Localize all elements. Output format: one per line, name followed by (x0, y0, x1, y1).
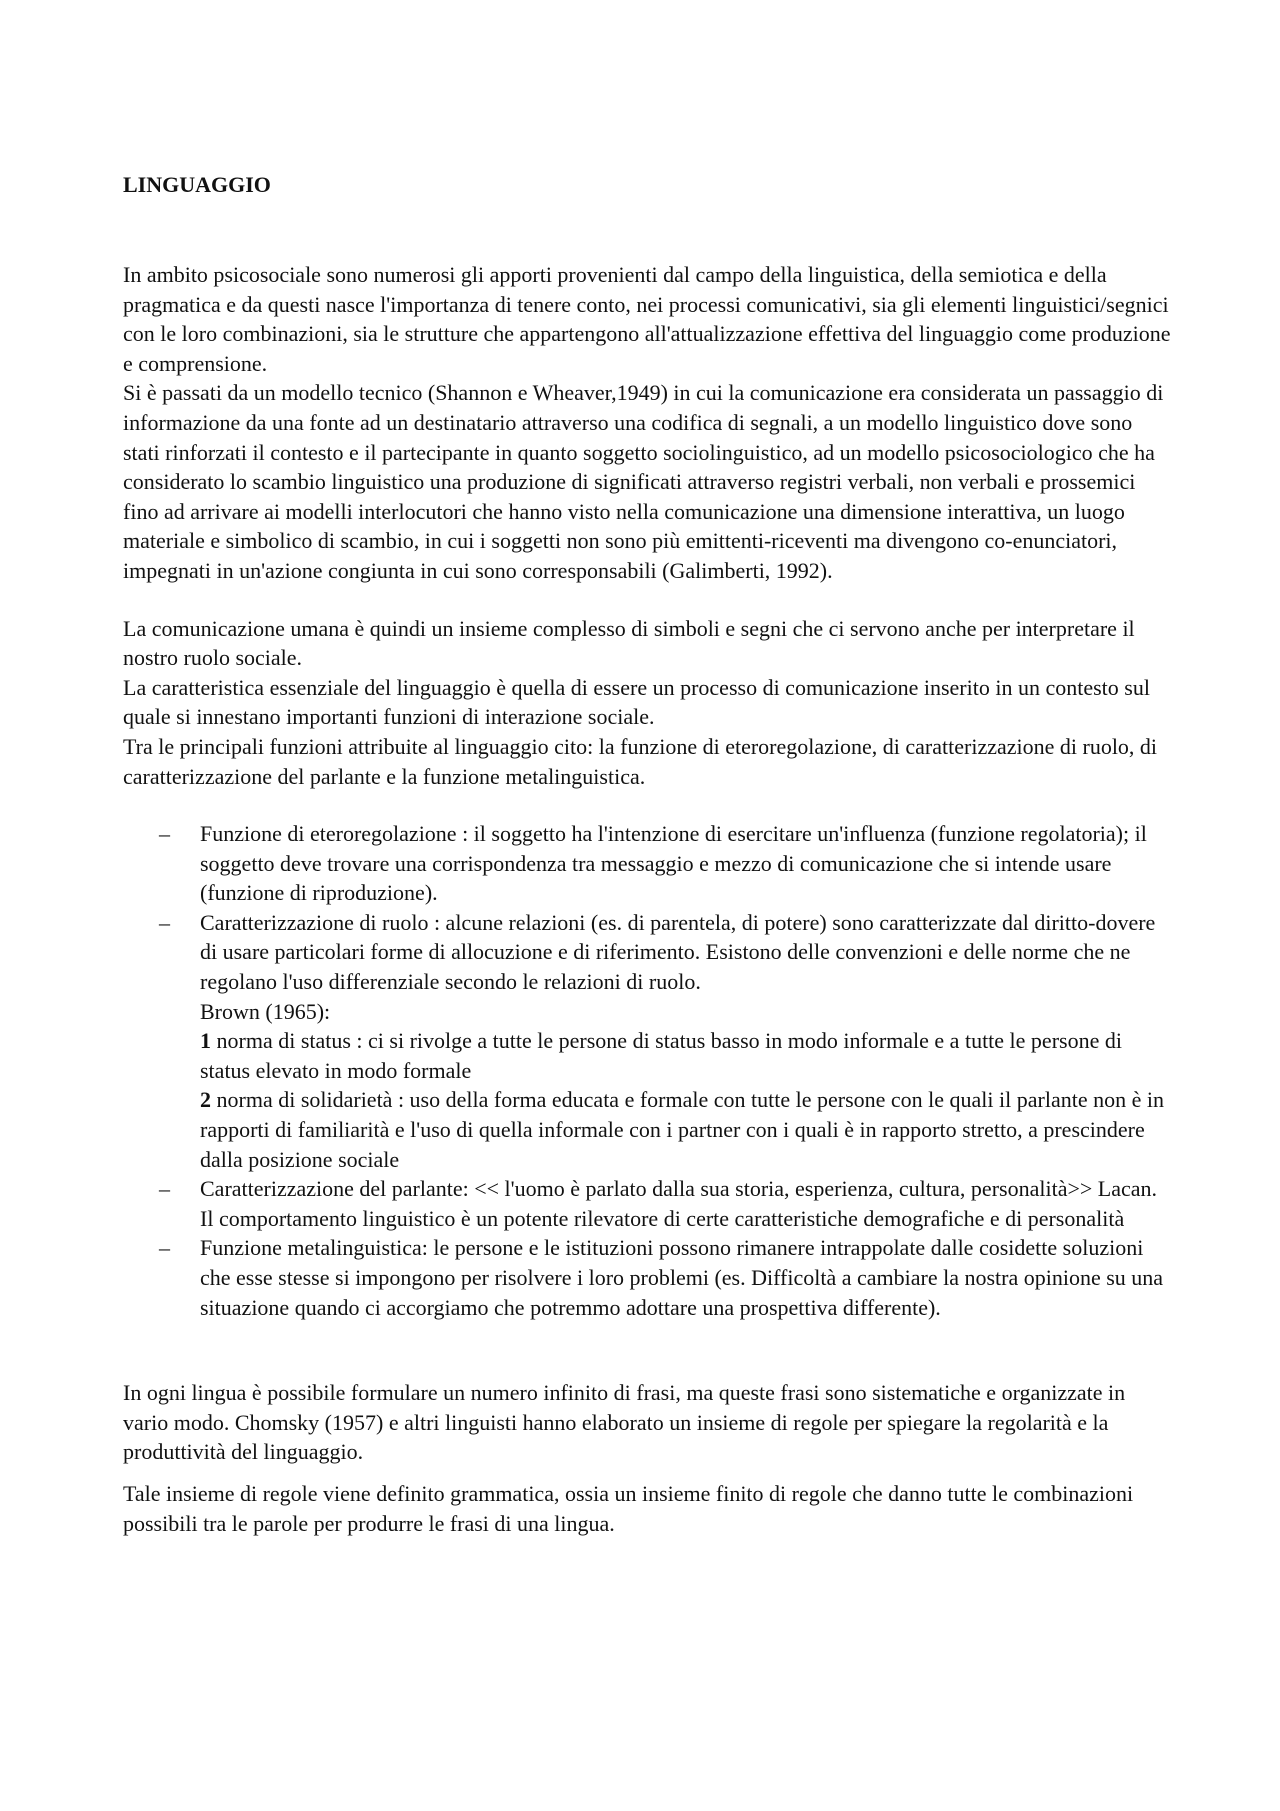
parlante-text: Caratterizzazione del parlante: << l'uomo è parlato dalla sua storia, esperienza, cultura, personalità>> Lacan. Il comportamento linguistico è un potente rilevatore di certe caratteristiche demografiche e di personalità (200, 1176, 1157, 1231)
brown-reference: Brown (1965): (200, 998, 331, 1024)
norm-status-text: norma di status : ci si rivolge a tutte le persone di status basso in modo informale e a tutte le persone di status elevato in modo formale (200, 1028, 1122, 1083)
intro-paragraph-1: In ambito psicosociale sono numerosi gli apporti provenienti dal campo della linguistica, della semiotica e della pragmatica e da questi nasce l'importanza di tenere conto, nei processi comunicativi, sia gli elementi linguistici/segnici con le loro combinazioni, sia le strutture che appartengono all'attualizzazione effettiva del linguaggio come produzione e comprensione. (123, 262, 1171, 376)
list-item-ruolo (123, 908, 1173, 1174)
dash-bullet: – (159, 821, 170, 847)
document-page (123, 170, 1173, 1538)
communication-paragraph: La comunicazione umana è quindi un insieme complesso di simboli e segni che ci servono anche per interpretare il nostro ruolo sociale. (123, 615, 1135, 671)
list-item-metalinguistica (123, 1233, 1173, 1322)
dash-bullet: – (159, 1176, 170, 1202)
eteroregolazione-text: Funzione di eteroregolazione : il soggetto ha l'intenzione di esercitare un'influenza (funzione regolatoria); il soggetto deve trovare una corrispondenza tra messaggio e mezzo di comunicazione che si intende usare (funzione di riproduzione). (200, 821, 1147, 906)
functions-list (123, 819, 1173, 1322)
grammatica-paragraph: Tale insieme di regole viene definito grammatica, ossia un insieme finito di regole che danno tutte le combinazioni possibili tra le parole per produrre le frasi di una lingua. (123, 1480, 1134, 1536)
list-item-eteroregolazione (123, 819, 1173, 908)
language-feature-paragraph: La caratteristica essenziale del linguaggio è quella di essere un processo di comunicazione inserito in un contesto sul quale si innestano importanti funzioni di interazione sociale. (123, 674, 1150, 730)
document-title: LINGUAGGIO (123, 172, 271, 197)
norm-number: 1 (200, 1028, 211, 1054)
norm-solidarieta (200, 1085, 1173, 1174)
intro-paragraph-2: Si è passati da un modello tecnico (Shannon e Wheaver,1949) in cui la comunicazione era considerata un passaggio di informazione da una fonte ad un destinatario attraverso una codifica di segnali, a un modello linguistico dove sono stati rinforzati il contesto e il partecipante in quanto soggetto sociolinguistico, ad un modello psicosociologico che ha considerato lo scambio linguistico una produzione di significati attraverso registri verbali, non verbali e prossemici fino ad arrivare ai modelli interlocutori che hanno visto nella comunicazione una dimensione interattiva, un luogo materiale e simbolico di scambio, in cui i soggetti non sono più emittenti-riceventi ma divengono co-enunciatori, impegnati in un'azione congiunta in cui sono corresponsabili (Galimberti, 1992). (123, 380, 1164, 583)
dash-bullet: – (159, 909, 170, 935)
norm-status (200, 1026, 1173, 1085)
metalinguistica-text: Funzione metalinguistica: le persone e le istituzioni possono rimanere intrappolate dalle cosidette soluzioni che esse stesse si impongono per risolvere i loro problemi (es. Difficoltà a cambiare la nostra opinione su una situazione quando ci accorgiamo che potremmo adottare una prospettiva differente). (200, 1235, 1164, 1320)
list-item-parlante (123, 1174, 1173, 1233)
norm-solidarieta-text: norma di solidarietà : uso della forma educata e formale con tutte le persone con le quali il parlante non è in rapporti di familiarità e l'uso di quella informale con i partner con i quali è in rapporto stretto, a prescindere dalla posizione sociale (200, 1087, 1164, 1172)
norm-number: 2 (200, 1087, 211, 1113)
ruolo-text: Caratterizzazione di ruolo : alcune relazioni (es. di parentela, di potere) sono caratterizzate dal diritto-dovere di usare particolari forme di allocuzione e di riferimento. Esistono delle convenzioni e delle norme che ne regolano l'uso differenziale secondo le relazioni di ruolo. (200, 909, 1156, 995)
chomsky-paragraph: In ogni lingua è possibile formulare un numero infinito di frasi, ma queste frasi sono sistematiche e organizzate in vario modo. Chomsky (1957) e altri linguisti hanno elaborato un insieme di regole per spiegare la regolarità e la produttività del linguaggio. (123, 1380, 1126, 1465)
dash-bullet: – (159, 1235, 170, 1261)
functions-intro-paragraph: Tra le principali funzioni attribuite al linguaggio cito: la funzione di eteroregolazione, di caratterizzazione di ruolo, di caratterizzazione del parlante e la funzione metalinguistica. (123, 733, 1158, 789)
